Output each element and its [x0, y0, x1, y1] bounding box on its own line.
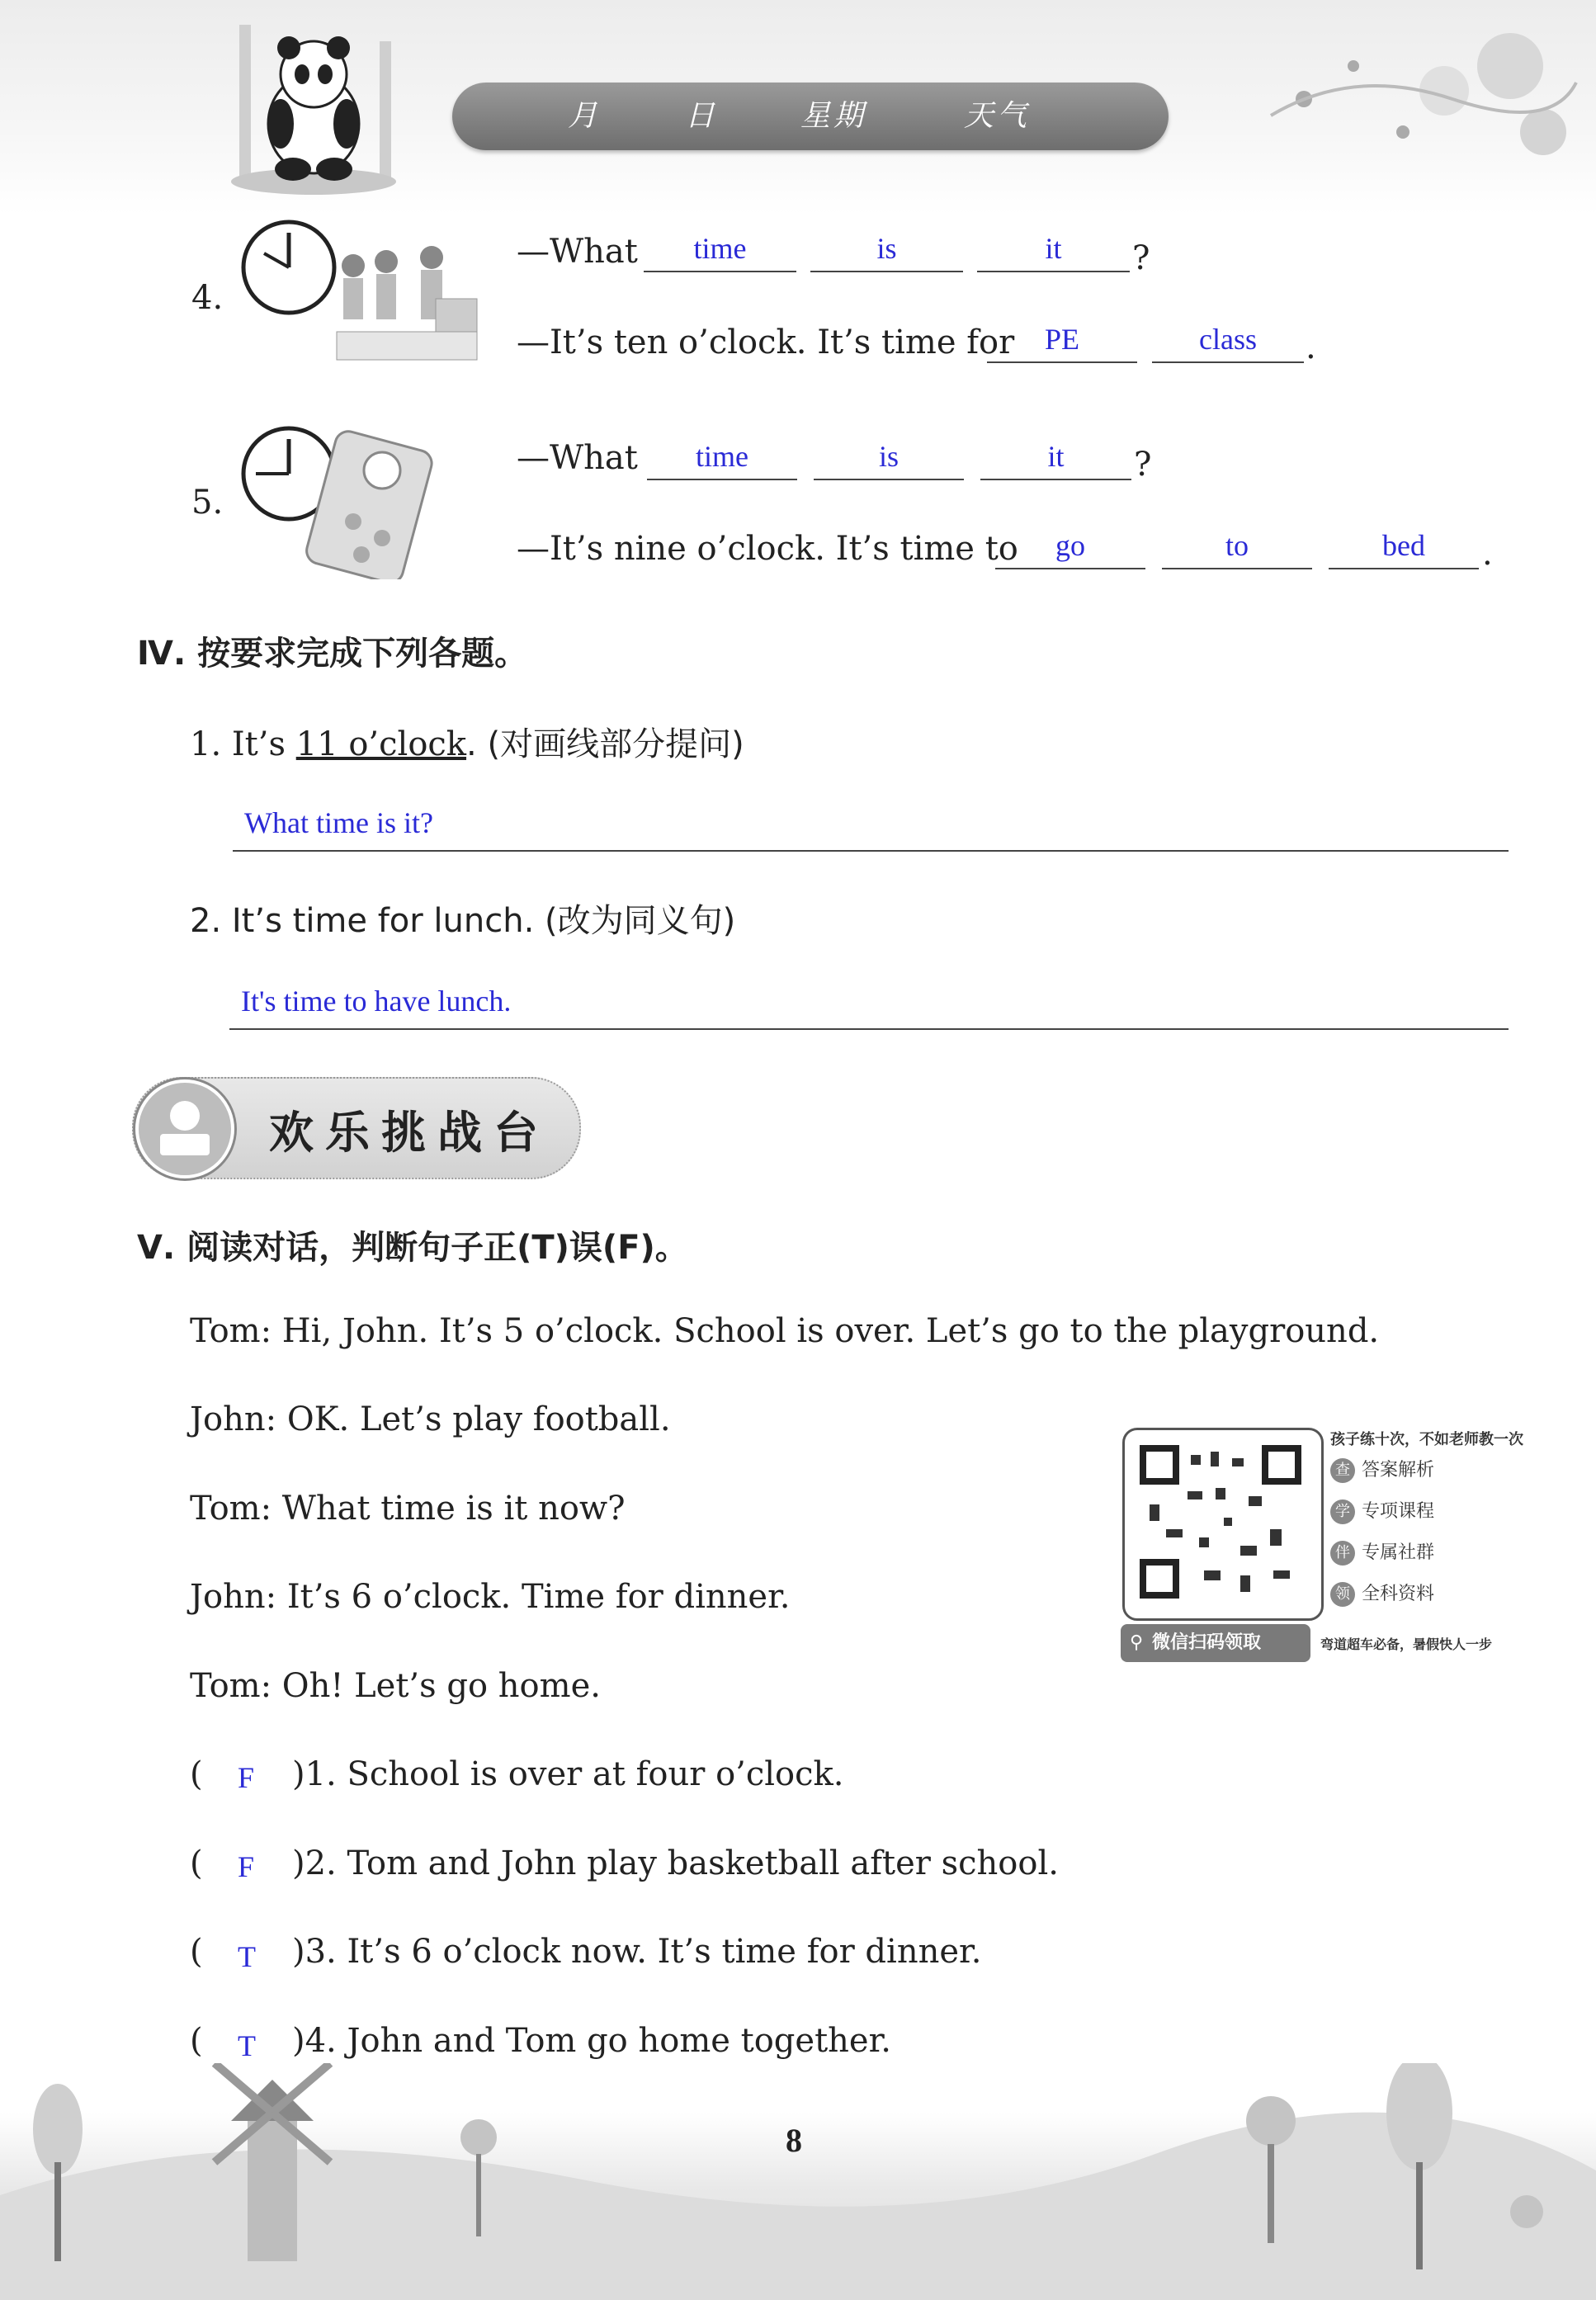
magnifier-icon: ⚲: [1129, 1632, 1144, 1653]
qr-item-3-label: 专属社群: [1362, 1542, 1435, 1563]
statement-2-answer[interactable]: F: [238, 1850, 255, 1883]
q4-answer-blank-1[interactable]: PE: [987, 320, 1137, 363]
q4-answer-blank-2[interactable]: class: [1152, 320, 1304, 363]
day-label: 日: [685, 99, 719, 133]
q4-answer-prefix: —It’s ten o’clock. It’s time for: [517, 324, 1015, 361]
q5-answer-blank-2[interactable]: to: [1162, 527, 1312, 569]
qr-item-3-badge: 伴: [1330, 1541, 1355, 1566]
qr-item-2-badge: 学: [1330, 1499, 1355, 1524]
qr-top-text: 孩子练十次，不如老师教一次: [1330, 1431, 1523, 1448]
qr-item-4: [1330, 1580, 1434, 1607]
dialogue-line-2: John: OK. Let’s play football.: [190, 1400, 671, 1438]
month-label: 月: [568, 99, 602, 133]
section-4-item-1: [190, 718, 744, 765]
dialogue-line-4: John: It’s 6 o’clock. Time for dinner.: [190, 1578, 791, 1616]
q5-number: 5.: [191, 484, 224, 522]
q5-blank-3[interactable]: it: [980, 437, 1131, 480]
statement-3-answer[interactable]: T: [238, 1940, 256, 1973]
q4-clock-kids-illustration: [238, 216, 510, 373]
q4-question-mark: ?: [1132, 239, 1150, 277]
qr-bottom-text: 弯道超车必备，暑假快人一步: [1320, 1636, 1493, 1652]
q5-answer-blank-3[interactable]: bed: [1329, 527, 1479, 569]
q5-answer-prefix: —It’s nine o’clock. It’s time to: [517, 530, 1018, 568]
q5-what: —What: [517, 439, 638, 477]
q5-period: .: [1482, 535, 1493, 573]
footer-landscape-decoration: [0, 2063, 1596, 2300]
dialogue-line-1: Tom: Hi, John. It’s 5 o’clock. School is over. Let’s go to the playground.: [190, 1312, 1380, 1350]
page-number: 8: [786, 2122, 802, 2159]
banner-title: 欢乐挑战台: [269, 1107, 550, 1159]
q5-clock-sleeping-illustration: [238, 423, 452, 579]
q4-period: .: [1306, 328, 1316, 366]
dialogue-line-5: Tom: Oh! Let’s go home.: [190, 1667, 601, 1705]
qr-item-3: [1330, 1538, 1434, 1566]
q5-answer-blank-1[interactable]: go: [995, 527, 1145, 569]
item-1-suffix: . (对画线部分提问): [466, 725, 744, 763]
dialogue-line-3: Tom: What time is it now?: [190, 1490, 626, 1528]
q4-number: 4.: [191, 279, 224, 317]
q4-blank-3[interactable]: it: [977, 229, 1130, 272]
banner-reader-icon: [135, 1079, 234, 1178]
statement-3-open-paren: (: [190, 1933, 203, 1971]
statement-1-open-paren: (: [190, 1755, 203, 1793]
flower-decoration: [1238, 17, 1584, 173]
qr-item-1: [1330, 1456, 1434, 1483]
qr-scan-label: 微信扫码领取: [1152, 1632, 1262, 1653]
q5-blank-2[interactable]: is: [814, 437, 964, 480]
statement-4-text: )4. John and Tom go home together.: [292, 2022, 892, 2060]
section-5-title: Ⅴ. 阅读对话，判断句子正(T)误(F)。: [137, 1229, 688, 1267]
statement-4-open-paren: (: [190, 2022, 203, 2060]
qr-item-2: [1330, 1497, 1434, 1524]
panda-illustration: [223, 17, 421, 198]
q4-blank-1[interactable]: time: [644, 229, 796, 272]
statement-1-text: )1. School is over at four o’clock.: [292, 1755, 844, 1793]
q4-blank-2[interactable]: is: [810, 229, 963, 272]
item-1-prefix: 1. It’s: [190, 725, 296, 763]
section-4-item-2: 2. It’s time for lunch. (改为同义句): [190, 902, 736, 940]
weekday-label: 星期: [800, 99, 867, 133]
qr-item-1-label: 答案解析: [1362, 1460, 1435, 1481]
item-1-answer-line[interactable]: What time is it?: [233, 802, 1509, 852]
section-4-title: Ⅳ. 按要求完成下列各题。: [137, 635, 528, 673]
q5-blank-1[interactable]: time: [647, 437, 797, 480]
qr-code-frame[interactable]: [1122, 1428, 1324, 1621]
qr-scan-button[interactable]: [1121, 1624, 1310, 1662]
statement-3-text: )3. It’s 6 o’clock now. It’s time for dinner.: [292, 1933, 982, 1971]
qr-item-4-label: 全科资料: [1362, 1584, 1435, 1604]
statement-4-answer[interactable]: T: [238, 2029, 256, 2062]
statement-2-text: )2. Tom and John play basketball after school.: [292, 1844, 1059, 1882]
qr-code-icon: [1125, 1430, 1316, 1613]
item-1-underlined: 11 o’clock: [295, 725, 467, 763]
qr-item-2-label: 专项课程: [1362, 1501, 1435, 1522]
item-2-answer-line[interactable]: It's time to have lunch.: [229, 980, 1509, 1030]
q5-question-mark: ?: [1134, 446, 1152, 484]
statement-2-open-paren: (: [190, 1844, 203, 1882]
qr-item-4-badge: 领: [1330, 1582, 1355, 1607]
statement-1-answer[interactable]: F: [238, 1761, 255, 1794]
qr-item-1-badge: 查: [1330, 1458, 1355, 1483]
weather-label: 天气: [964, 99, 1031, 133]
q4-what: —What: [517, 233, 638, 271]
